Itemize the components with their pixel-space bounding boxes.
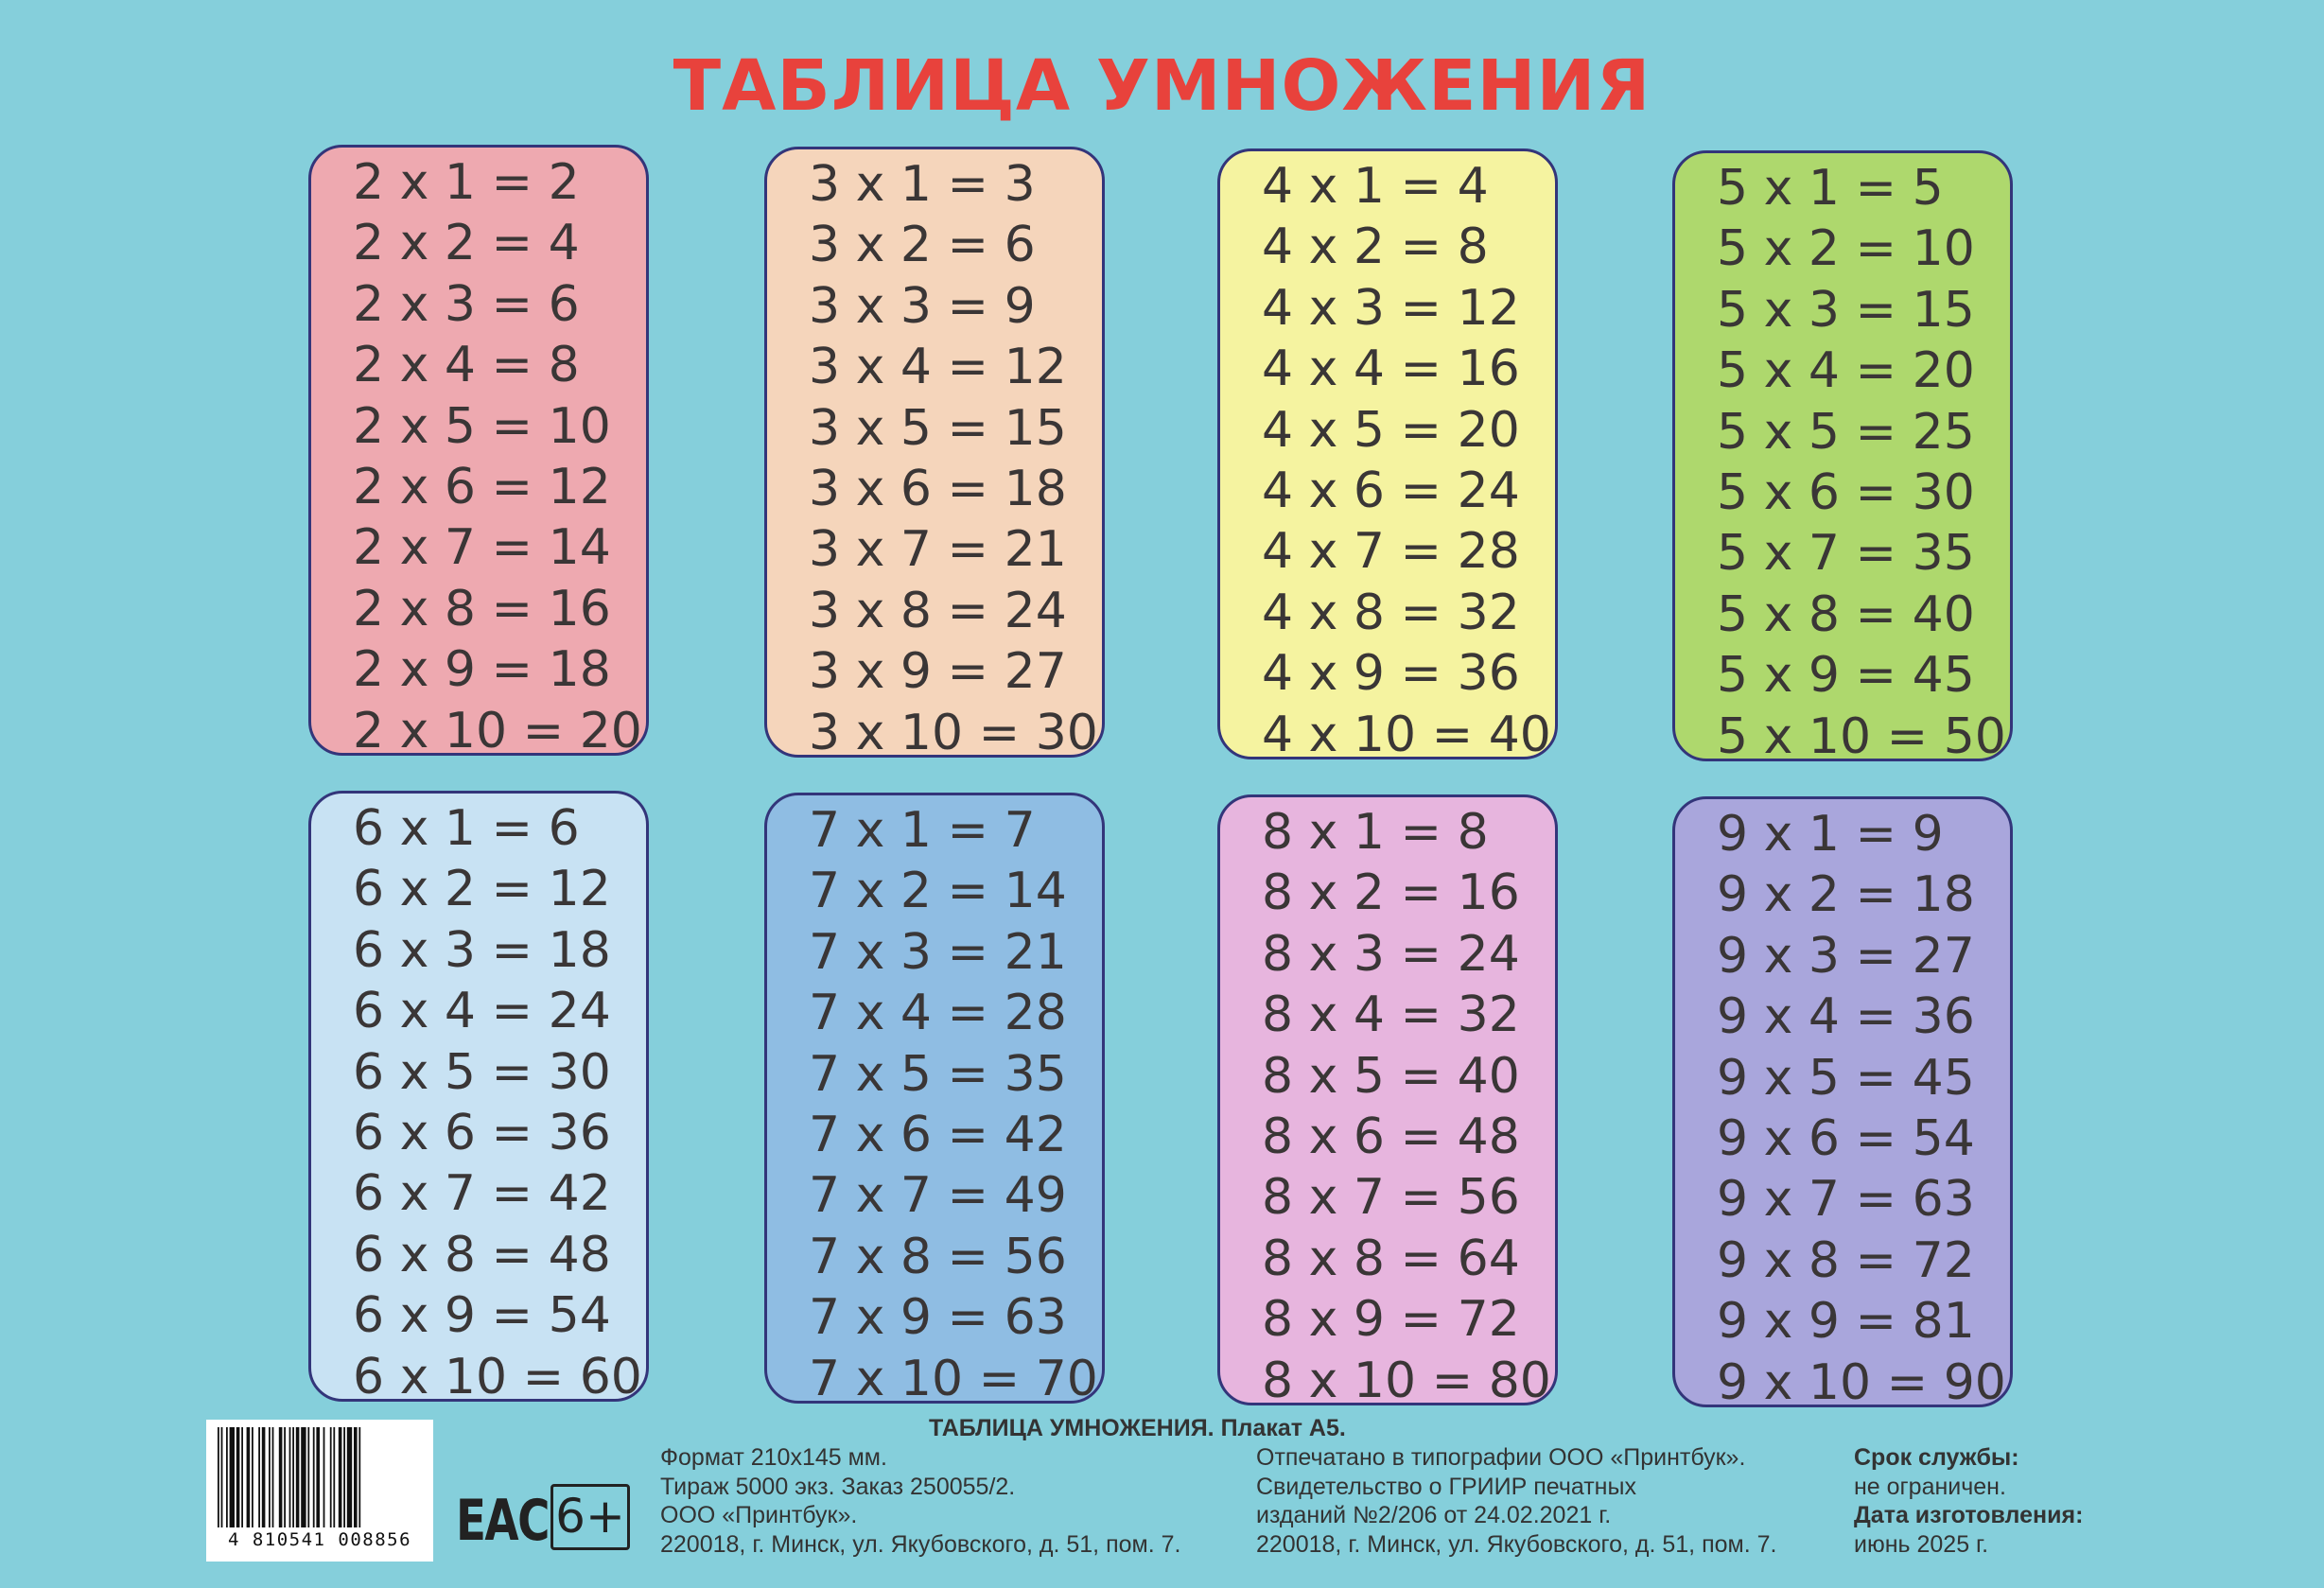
equation-row: 4 x 2 = 8 (1262, 218, 1489, 276)
page-title: ТАБЛИЦА УМНОЖЕНИЯ (673, 45, 1651, 127)
equation-row: 9 x 9 = 81 (1717, 1293, 1975, 1351)
equation-row: 5 x 7 = 35 (1717, 525, 1975, 583)
equation-row: 6 x 6 = 36 (353, 1105, 611, 1162)
equation-row: 7 x 4 = 28 (809, 985, 1067, 1042)
equation-row: 8 x 10 = 80 (1262, 1352, 1551, 1409)
imprint-line: Тираж 5000 экз. Заказ 250055/2. (660, 1473, 1016, 1500)
equation-row: 3 x 8 = 24 (809, 582, 1067, 639)
equation-row: 6 x 4 = 24 (353, 983, 611, 1040)
equation-row: 9 x 1 = 9 (1717, 806, 1944, 863)
equation-row: 7 x 8 = 56 (809, 1228, 1067, 1285)
equation-row: 4 x 8 = 32 (1262, 584, 1520, 641)
imprint-line: изданий №2/206 от 24.02.2021 г. (1256, 1502, 1612, 1528)
equation-row: 3 x 3 = 9 (809, 277, 1036, 335)
equation-row: 5 x 9 = 45 (1717, 647, 1975, 705)
equation-row: 8 x 4 = 32 (1262, 986, 1520, 1044)
equation-row: 4 x 9 = 36 (1262, 645, 1520, 703)
equation-row: 4 x 7 = 28 (1262, 523, 1520, 581)
imprint-line: 220018, г. Минск, ул. Якубовского, д. 51, пом. 7. (1256, 1530, 1777, 1558)
equation-row: 6 x 1 = 6 (353, 800, 580, 857)
equation-row: 5 x 2 = 10 (1717, 220, 1975, 278)
equation-row: 5 x 3 = 15 (1717, 281, 1975, 339)
equation-row: 9 x 7 = 63 (1717, 1171, 1975, 1229)
equation-row: 2 x 1 = 2 (353, 154, 580, 211)
equation-row: 6 x 5 = 30 (353, 1043, 611, 1101)
equation-row: 9 x 5 = 45 (1717, 1049, 1975, 1107)
times-table-card (1217, 148, 1558, 763)
equation-row: 5 x 6 = 30 (1717, 464, 1975, 522)
equation-row: 5 x 10 = 50 (1717, 707, 2006, 765)
equation-row: 2 x 5 = 10 (353, 397, 611, 455)
equation-row: 3 x 6 = 18 (809, 461, 1067, 518)
equation-row: 3 x 4 = 12 (809, 339, 1067, 396)
equation-row: 8 x 1 = 8 (1262, 804, 1489, 861)
times-table-card (308, 145, 649, 759)
equation-row: 4 x 10 = 40 (1262, 706, 1551, 763)
imprint-line: Отпечатано в типографии ООО «Принтбук». (1256, 1444, 1746, 1471)
equation-row: 7 x 6 = 42 (809, 1107, 1067, 1164)
equation-row: 2 x 6 = 12 (353, 459, 611, 516)
manufacture-date-value: июнь 2025 г. (1854, 1530, 1989, 1558)
equation-row: 8 x 6 = 48 (1262, 1108, 1520, 1166)
equation-row: 3 x 7 = 21 (809, 521, 1067, 579)
equation-row: 4 x 6 = 24 (1262, 462, 1520, 520)
equation-row: 6 x 8 = 48 (353, 1226, 611, 1283)
equation-row: 3 x 9 = 27 (809, 643, 1067, 701)
equation-row: 6 x 3 = 18 (353, 921, 611, 979)
equation-row: 5 x 8 = 40 (1717, 585, 1975, 643)
equation-row: 5 x 5 = 25 (1717, 403, 1975, 461)
equation-row: 9 x 3 = 27 (1717, 927, 1975, 985)
equation-row: 7 x 1 = 7 (809, 802, 1036, 859)
times-table-card (1672, 150, 2013, 765)
equation-row: 9 x 10 = 90 (1717, 1353, 2006, 1411)
age-rating-badge: 6+ (550, 1484, 630, 1550)
equation-row: 4 x 3 = 12 (1262, 279, 1520, 337)
equation-row: 9 x 4 = 36 (1717, 988, 1975, 1046)
equation-row: 6 x 7 = 42 (353, 1165, 611, 1223)
imprint-line: Формат 210х145 мм. (660, 1444, 887, 1471)
imprint-col-2 (1256, 1443, 1776, 1559)
equation-row: 7 x 10 = 70 (809, 1350, 1098, 1407)
equation-row: 8 x 5 = 40 (1262, 1047, 1520, 1105)
equation-row: 4 x 1 = 4 (1262, 158, 1489, 215)
equation-row: 3 x 10 = 30 (809, 704, 1098, 761)
equation-row: 8 x 3 = 24 (1262, 925, 1520, 983)
imprint-line: ООО «Принтбук». (660, 1502, 858, 1528)
equation-row: 7 x 9 = 63 (809, 1289, 1067, 1347)
equation-row: 6 x 10 = 60 (353, 1348, 642, 1405)
equation-row: 2 x 7 = 14 (353, 519, 611, 577)
equation-row: 7 x 7 = 49 (809, 1167, 1067, 1225)
imprint-line: Свидетельство о ГРИИР печатных (1256, 1473, 1636, 1500)
equation-row: 6 x 9 = 54 (353, 1287, 611, 1345)
equation-row: 5 x 4 = 20 (1717, 342, 1975, 400)
equation-row: 8 x 2 = 16 (1262, 864, 1520, 922)
equation-row: 8 x 8 = 64 (1262, 1230, 1520, 1287)
barcode (206, 1420, 433, 1562)
service-life-value: не ограничен. (1854, 1473, 2006, 1500)
equation-row: 4 x 4 = 16 (1262, 340, 1520, 398)
equation-row: 9 x 6 = 54 (1717, 1110, 1975, 1168)
equation-row: 3 x 1 = 3 (809, 156, 1036, 213)
eac-mark: EAC (456, 1488, 549, 1554)
equation-row: 5 x 1 = 5 (1717, 160, 1944, 217)
manufacture-date-label: Дата изготовления: (1854, 1502, 2084, 1528)
times-table-card (764, 147, 1105, 761)
equation-row: 8 x 7 = 56 (1262, 1169, 1520, 1227)
equation-row: 7 x 2 = 14 (809, 863, 1067, 920)
equation-row: 2 x 8 = 16 (353, 580, 611, 637)
equation-row: 2 x 3 = 6 (353, 275, 580, 333)
equation-row: 2 x 4 = 8 (353, 337, 580, 394)
equation-row: 9 x 2 = 18 (1717, 866, 1975, 924)
equation-row: 7 x 3 = 21 (809, 923, 1067, 981)
imprint-col-1 (660, 1443, 1180, 1559)
equation-row: 2 x 10 = 20 (353, 702, 642, 759)
times-table-card (764, 793, 1105, 1407)
equation-row: 4 x 5 = 20 (1262, 401, 1520, 459)
equation-row: 3 x 5 = 15 (809, 399, 1067, 457)
imprint-col-3 (1854, 1443, 2083, 1559)
barcode-digits: 4 810541 008856 (227, 1529, 412, 1550)
equation-row: 8 x 9 = 72 (1262, 1291, 1520, 1349)
times-table-card (1672, 796, 2013, 1411)
service-life-label: Срок службы: (1854, 1444, 2019, 1471)
times-table-card (1217, 794, 1558, 1409)
product-title: ТАБЛИЦА УМНОЖЕНИЯ. Плакат А5. (929, 1415, 1346, 1441)
equation-row: 3 x 2 = 6 (809, 217, 1036, 274)
equation-row: 2 x 2 = 4 (353, 215, 580, 272)
equation-row: 2 x 9 = 18 (353, 641, 611, 699)
imprint-line: 220018, г. Минск, ул. Якубовского, д. 51, пом. 7. (660, 1530, 1181, 1558)
times-table-card (308, 791, 649, 1405)
barcode-bars (214, 1427, 426, 1527)
equation-row: 7 x 5 = 35 (809, 1045, 1067, 1103)
equation-row: 6 x 2 = 12 (353, 861, 611, 918)
equation-row: 9 x 8 = 72 (1717, 1231, 1975, 1289)
